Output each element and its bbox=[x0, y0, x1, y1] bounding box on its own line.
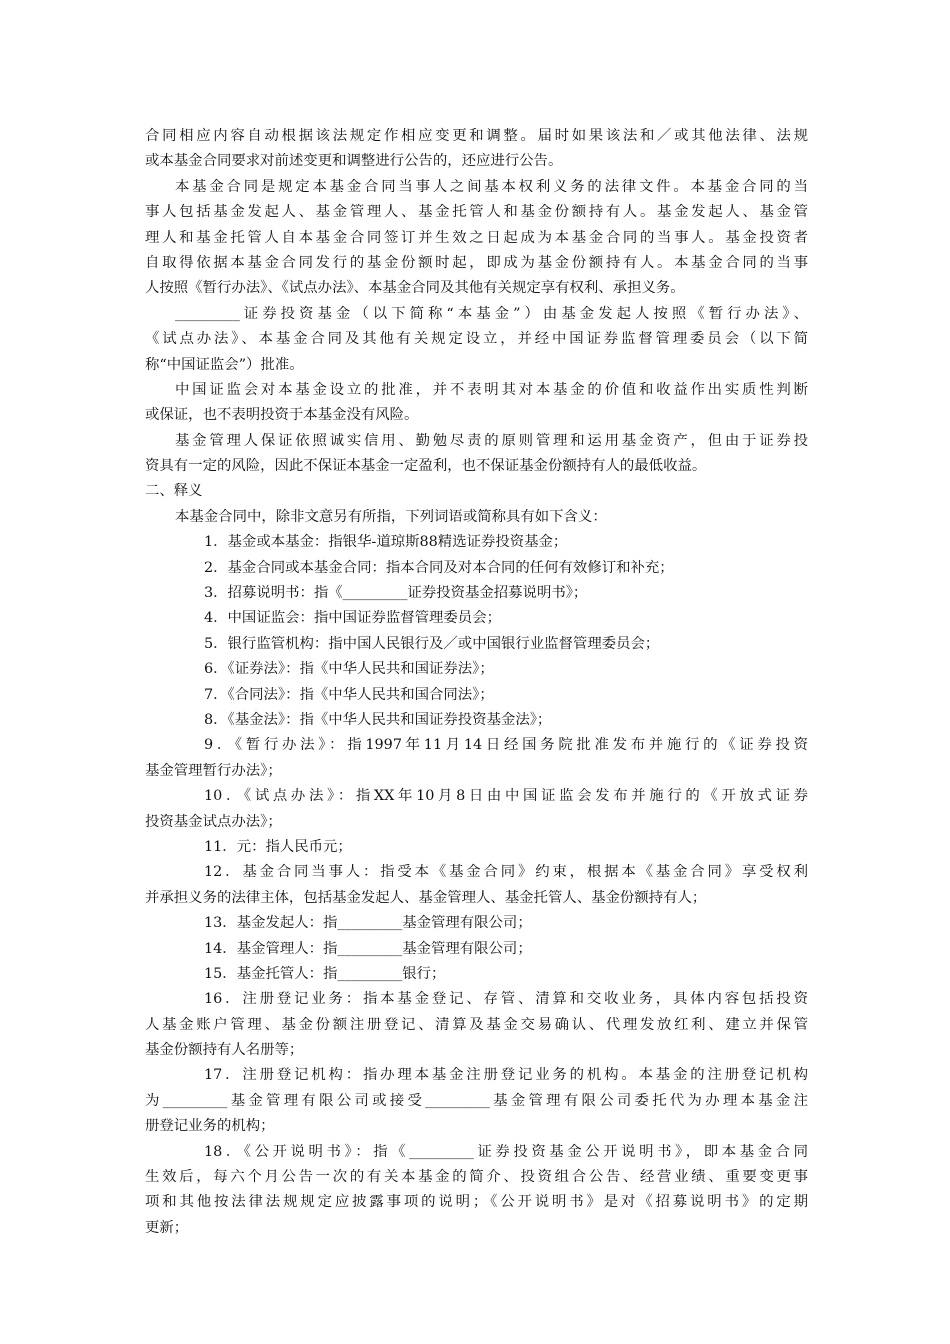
definition-item: 8．《基金法》：指《中华人民共和国证券投资基金法》； bbox=[204, 711, 552, 728]
definition-item: 17．注册登记机构：指办理本基金注册登记业务的机构。本基金的注册登记机构 bbox=[204, 1067, 808, 1084]
document-page bbox=[145, 124, 808, 1241]
definition-item: 18．《公开说明书》：指《_________证券投资基金公开说明书》，即本基金合同 bbox=[204, 1143, 808, 1160]
text-line: 册登记业务的机构； bbox=[145, 1118, 275, 1135]
definition-item: 11．元：指人民币元； bbox=[204, 838, 352, 855]
text-line: 或保证，也不表明投资于本基金没有风险。 bbox=[145, 407, 419, 424]
text-line: 理人和基金托管人自本基金合同签订并生效之日起成为本基金合同的当事人。基金投资者 bbox=[145, 229, 808, 246]
text-line: 基金管理人保证依照诚实信用、勤勉尽责的原则管理和运用基金资产，但由于证券投 bbox=[175, 432, 808, 449]
definition-item: 10．《试点办法》：指XX年10月8日由中国证监会发布并施行的《开放式证券 bbox=[204, 788, 808, 805]
text-line: 项和其他按法律法规规定应披露事项的说明；《公开说明书》是对《招募说明书》的定期 bbox=[145, 1194, 808, 1211]
text-line: 自取得依据本基金合同发行的基金份额时起，即成为基金份额持有人。本基金合同的当事 bbox=[145, 254, 808, 271]
definition-item: 16．注册登记业务：指本基金登记、存管、清算和交收业务，具体内容包括投资 bbox=[204, 991, 808, 1008]
text-line: 基金份额持有人名册等； bbox=[145, 1042, 304, 1059]
text-line: 本基金合同是规定本基金合同当事人之间基本权利义务的法律文件。本基金合同的当 bbox=[175, 178, 808, 195]
definition-item: 4．中国证监会：指中国证券监督管理委员会； bbox=[204, 610, 501, 627]
definition-item: 2．基金合同或本基金合同：指本合同及对本合同的任何有效修订和补充； bbox=[204, 559, 674, 576]
text-line: 合同相应内容自动根据该法规定作相应变更和调整。届时如果该法和／或其他法律、法规 bbox=[145, 128, 808, 144]
definition-item: 1．基金或本基金：指银华-道琼斯88精选证券投资基金； bbox=[204, 534, 568, 551]
definition-item: 12．基金合同当事人：指受本《基金合同》约束，根据本《基金合同》享受权利 bbox=[204, 864, 808, 881]
text-line: 更新； bbox=[145, 1219, 189, 1236]
text-line: 中国证监会对本基金设立的批准，并不表明其对本基金的价值和收益作出实质性判断 bbox=[175, 381, 808, 398]
text-line: 或本基金合同要求对前述变更和调整进行公告的，还应进行公告。 bbox=[145, 153, 563, 170]
definition-item: 13．基金发起人：指_________基金管理有限公司； bbox=[204, 915, 532, 932]
text-line: 投资基金试点办法》； bbox=[145, 813, 282, 830]
text-line: _________证券投资基金（以下简称“本基金”）由基金发起人按照《暂行办法》、 bbox=[175, 305, 808, 322]
definition-item: 6．《证券法》：指《中华人民共和国证券法》； bbox=[204, 661, 494, 678]
text-line: 本基金合同中，除非文意另有所指，下列词语或简称具有如下含义： bbox=[175, 508, 607, 525]
text-line: 人按照《暂行办法》、《试点办法》、本基金合同及其他有关规定享有权利、承担义务。 bbox=[145, 280, 685, 297]
definition-item: 14．基金管理人：指_________基金管理有限公司； bbox=[204, 940, 532, 957]
text-line: 人基金账户管理、基金份额注册登记、清算及基金交易确认、代理发放红利、建立并保管 bbox=[145, 1016, 808, 1033]
definition-item: 7．《合同法》：指《中华人民共和国合同法》； bbox=[204, 686, 494, 703]
text-line: 生效后，每六个月公告一次的有关本基金的简介、投资组合公告、经营业绩、重要变更事 bbox=[145, 1169, 808, 1186]
text-line: 资具有一定的风险，因此不保证本基金一定盈利，也不保证基金份额持有人的最低收益。 bbox=[145, 458, 707, 475]
definition-item: 15．基金托管人：指_________银行； bbox=[204, 965, 446, 982]
text-line: 事人包括基金发起人、基金管理人、基金托管人和基金份额持有人。基金发起人、基金管 bbox=[145, 204, 808, 221]
text-line: 《试点办法》、本基金合同及其他有关规定设立，并经中国证券监督管理委员会（以下简 bbox=[145, 331, 808, 348]
definition-item: 3．招募说明书：指《_________证券投资基金招募说明书》； bbox=[204, 585, 588, 602]
text-line: 并承担义务的法律主体，包括基金发起人、基金管理人、基金托管人、基金份额持有人； bbox=[145, 889, 707, 906]
text-line: 称“中国证监会”）批准。 bbox=[145, 356, 304, 373]
text-line: 为_________基金管理有限公司或接受_________基金管理有限公司委托代为办理本基金注 bbox=[145, 1092, 808, 1109]
definition-item: 9．《暂行办法》：指1997年11月14日经国务院批准发布并施行的《证券投资 bbox=[204, 737, 808, 754]
section-heading: 二、释义 bbox=[145, 483, 203, 500]
definition-item: 5．银行监管机构：指中国人民银行及／或中国银行业监督管理委员会； bbox=[204, 635, 660, 652]
text-line: 基金管理暂行办法》； bbox=[145, 762, 282, 779]
